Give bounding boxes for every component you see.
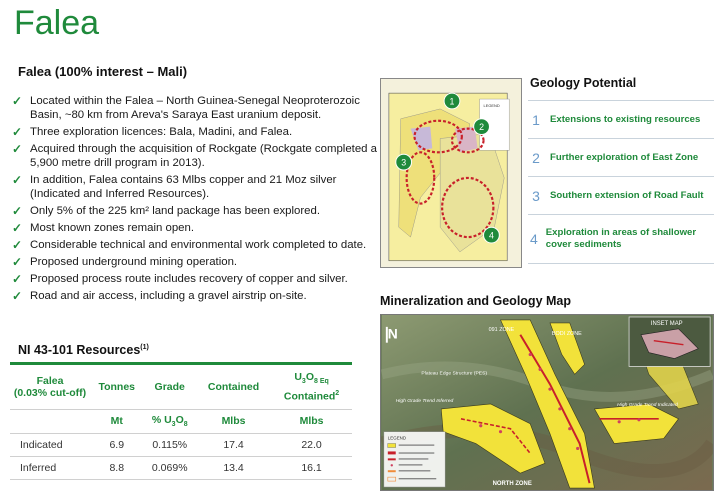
bullet-item: ✓ Most known zones remain open.	[12, 221, 194, 235]
col-header-contained: Contained	[207, 380, 260, 393]
col-header-u3o8-eq: $U_3O_{8 Eq}$ Contained$^2$	[283, 370, 340, 403]
geology-map-image	[381, 79, 521, 267]
svg-text:2: 2	[479, 122, 485, 133]
mineral-legend-label: LEGEND	[387, 435, 407, 441]
col-header-grade: Grade	[154, 380, 185, 393]
unit-eq: Mlbs	[271, 409, 352, 433]
table-row	[10, 433, 352, 456]
svg-text:1: 1	[449, 96, 455, 107]
list-item: 2 Further exploration of East Zone	[528, 138, 714, 176]
bullet-item: ✓ Located within the Falea – North Guinea-Senegal Neoproterozoic Basin, ~80 km from Areva's Saraya East uranium deposit.	[12, 94, 360, 121]
resources-title: NI 43-101 Resources$^{(1)}$	[18, 343, 149, 357]
list-item: 4 Exploration in areas of shallower cover sediments	[528, 214, 714, 264]
cell-eq: 22.0	[271, 433, 352, 456]
check-icon: ✓	[12, 289, 23, 303]
col-header-tonnes: Tonnes	[98, 380, 136, 393]
check-icon: ✓	[12, 125, 23, 139]
cell-grade: 0.115%	[144, 433, 196, 456]
hgt-right-label: High Grade Trend Indicated	[617, 402, 678, 408]
unit-blank	[10, 409, 90, 433]
svg-text:4: 4	[488, 230, 494, 241]
check-icon: ✓	[12, 238, 23, 252]
hgt-left-label: High Grade Trend Inferred	[395, 399, 454, 405]
north-zone-label: NORTH ZONE	[492, 481, 532, 488]
bodi-zone-label: BODI ZONE	[551, 330, 582, 337]
svg-text:3: 3	[401, 157, 407, 168]
table-row	[10, 456, 352, 479]
bullet-item: ✓ In addition, Falea contains 63 Mlbs copper and 21 Moz silver (Indicated and Inferred Resources).	[12, 173, 337, 200]
bullet-item: ✓ Three exploration licences: Bala, Madini, and Falea.	[12, 125, 293, 139]
row-label: Inferred	[10, 456, 90, 479]
cell-contained: 13.4	[196, 456, 271, 479]
bullet-item: ✓ Proposed underground mining operation.	[12, 255, 238, 269]
check-icon: ✓	[12, 142, 23, 156]
list-item: 3 Southern extension of Road Fault	[528, 176, 714, 214]
list-item: 1 Extensions to existing resources	[528, 100, 714, 138]
north-arrow-icon: N	[387, 325, 398, 342]
geology-potential-title: Geology Potential	[530, 76, 637, 90]
inset-map-label: INSET MAP	[650, 320, 683, 327]
mineral-map-image	[381, 315, 713, 490]
check-icon: ✓	[12, 204, 23, 218]
row-label: Indicated	[10, 433, 90, 456]
unit-tonnes: Mt	[90, 409, 144, 433]
mineral-map-title: Mineralization and Geology Map	[380, 294, 571, 308]
resources-table	[10, 365, 352, 480]
bullet-item: ✓ Only 5% of the 225 km² land package has been explored.	[12, 204, 321, 218]
zone-091-label: 091 ZONE	[488, 326, 515, 333]
cell-eq: 16.1	[271, 456, 352, 479]
cell-grade: 0.069%	[144, 456, 196, 479]
unit-contained: Mlbs	[196, 409, 271, 433]
feature-bullets	[12, 94, 380, 306]
check-icon: ✓	[12, 221, 23, 235]
bullet-item: ✓ Acquired through the acquisition of Rockgate (Rockgate completed a 5,900 metre drill program in 2013).	[12, 142, 377, 169]
cell-tonnes: 8.8	[90, 456, 144, 479]
cell-contained: 17.4	[196, 433, 271, 456]
page-title: Falea	[14, 4, 100, 42]
bullet-item: ✓ Considerable technical and environmental work completed to date.	[12, 238, 367, 252]
geology-potential-list	[528, 100, 714, 264]
unit-grade: % $U_3O_8$	[144, 409, 196, 433]
bullet-item: ✓ Road and air access, including a gravel airstrip on-site.	[12, 289, 307, 303]
plateau-label: Plateau Edge Structure (PES)	[421, 371, 488, 377]
check-icon: ✓	[12, 173, 23, 187]
map-legend-label: LEGEND	[483, 102, 500, 108]
col-header-falea: Falea (0.03% cut-off)	[13, 374, 87, 399]
check-icon: ✓	[12, 255, 23, 269]
bullet-item: ✓ Proposed process route includes recovery of copper and silver.	[12, 272, 348, 286]
page-subtitle: Falea (100% interest – Mali)	[18, 64, 188, 79]
check-icon: ✓	[12, 272, 23, 286]
cell-tonnes: 6.9	[90, 433, 144, 456]
mineral-map	[380, 314, 714, 491]
check-icon: ✓	[12, 94, 23, 108]
geology-map	[380, 78, 522, 268]
